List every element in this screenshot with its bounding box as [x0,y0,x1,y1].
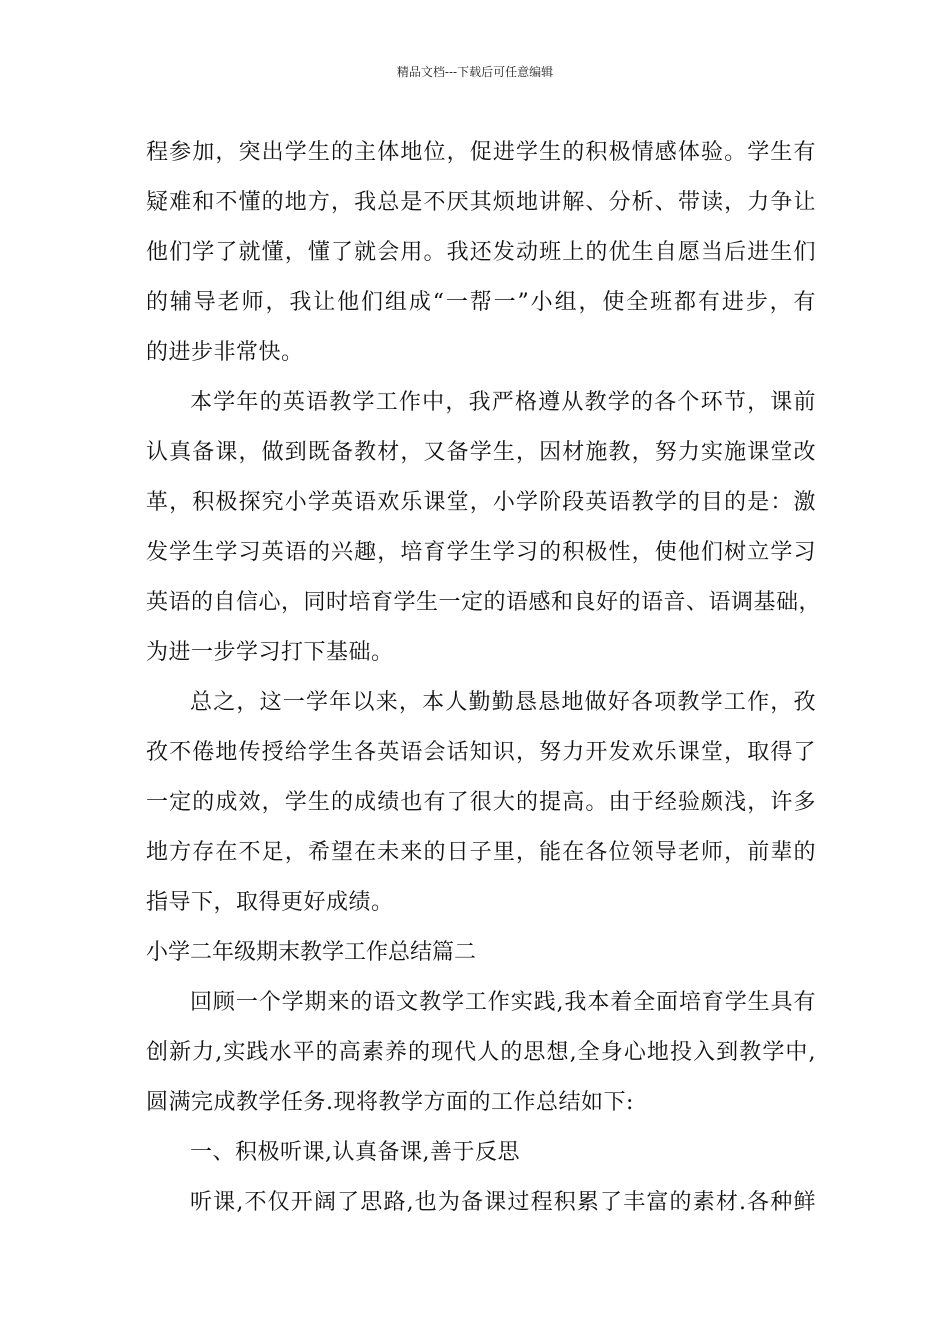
paragraph-line: 创新力,实践水平的高素养的现代人的思想,全身心地投入到教学中, [146,1040,816,1065]
paragraph-2 [146,378,822,678]
paragraph-line: 地方存在不足，希望在未来的日子里，能在各位领导老师，前辈的 [146,840,816,865]
paragraph-line: 的进步非常快。 [146,340,304,365]
paragraph-line: 孜不倦地传授给学生各英语会话知识，努力开发欢乐课堂，取得了 [146,740,816,765]
paragraph-line: 的辅导老师，我让他们组成“一帮一”小组，使全班都有进步，有 [146,290,816,315]
paragraph-line: 回顾一个学期来的语文教学工作实践,我本着全面培育学生具有 [190,990,816,1015]
paragraph-line: 总之，这一学年以来，本人勤勤恳恳地做好各项教学工作，孜 [190,690,816,715]
paragraph-line: 发学生学习英语的兴趣，培育学生学习的积极性，使他们树立学习 [146,540,816,565]
paragraph-line: 他们学了就懂，懂了就会用。我还发动班上的优生自愿当后进生们 [146,240,816,265]
paragraph-line: 听课,不仅开阔了思路,也为备课过程积累了丰富的素材.各种鲜 [190,1190,816,1215]
paragraph-line: 为进一步学习打下基础。 [146,640,394,665]
paragraph-line: 圆满完成教学任务.现将教学方面的工作总结如下: [146,1090,634,1115]
paragraph-line: 本学年的英语教学工作中，我严格遵从教学的各个环节，课前 [190,390,816,415]
subsection-title: 一、积极听课,认真备课,善于反思 [190,1140,520,1165]
paragraph-7 [146,1178,816,1228]
paragraph-line: 一定的成效，学生的成绩也有了很大的提高。由于经验颇浅，许多 [146,790,816,815]
paragraph-line: 英语的自信心，同时培育学生一定的语感和良好的语音、语调基础， [146,590,822,615]
page-header: 精品文档---下载后可任意编辑 [396,65,554,79]
paragraph-3 [146,678,816,928]
paragraph-line: 程参加，突出学生的主体地位，促进学生的积极情感体验。学生有 [146,140,816,165]
paragraph-line: 指导下，取得更好成绩。 [146,890,394,915]
subsection-heading [146,1128,816,1178]
section-title: 小学二年级期末教学工作总结篇二 [146,940,477,965]
paragraph-line: 认真备课，做到既备教材，又备学生，因材施教，努力实施课堂改 [146,440,816,465]
section-heading [146,928,816,978]
paragraph-1 [146,128,816,378]
document-body [146,128,822,1228]
paragraph-line: 革，积极探究小学英语欢乐课堂，小学阶段英语教学的目的是：激 [146,490,816,515]
paragraph-5 [146,978,816,1128]
paragraph-line: 疑难和不懂的地方，我总是不厌其烦地讲解、分析、带读，力争让 [146,190,816,215]
